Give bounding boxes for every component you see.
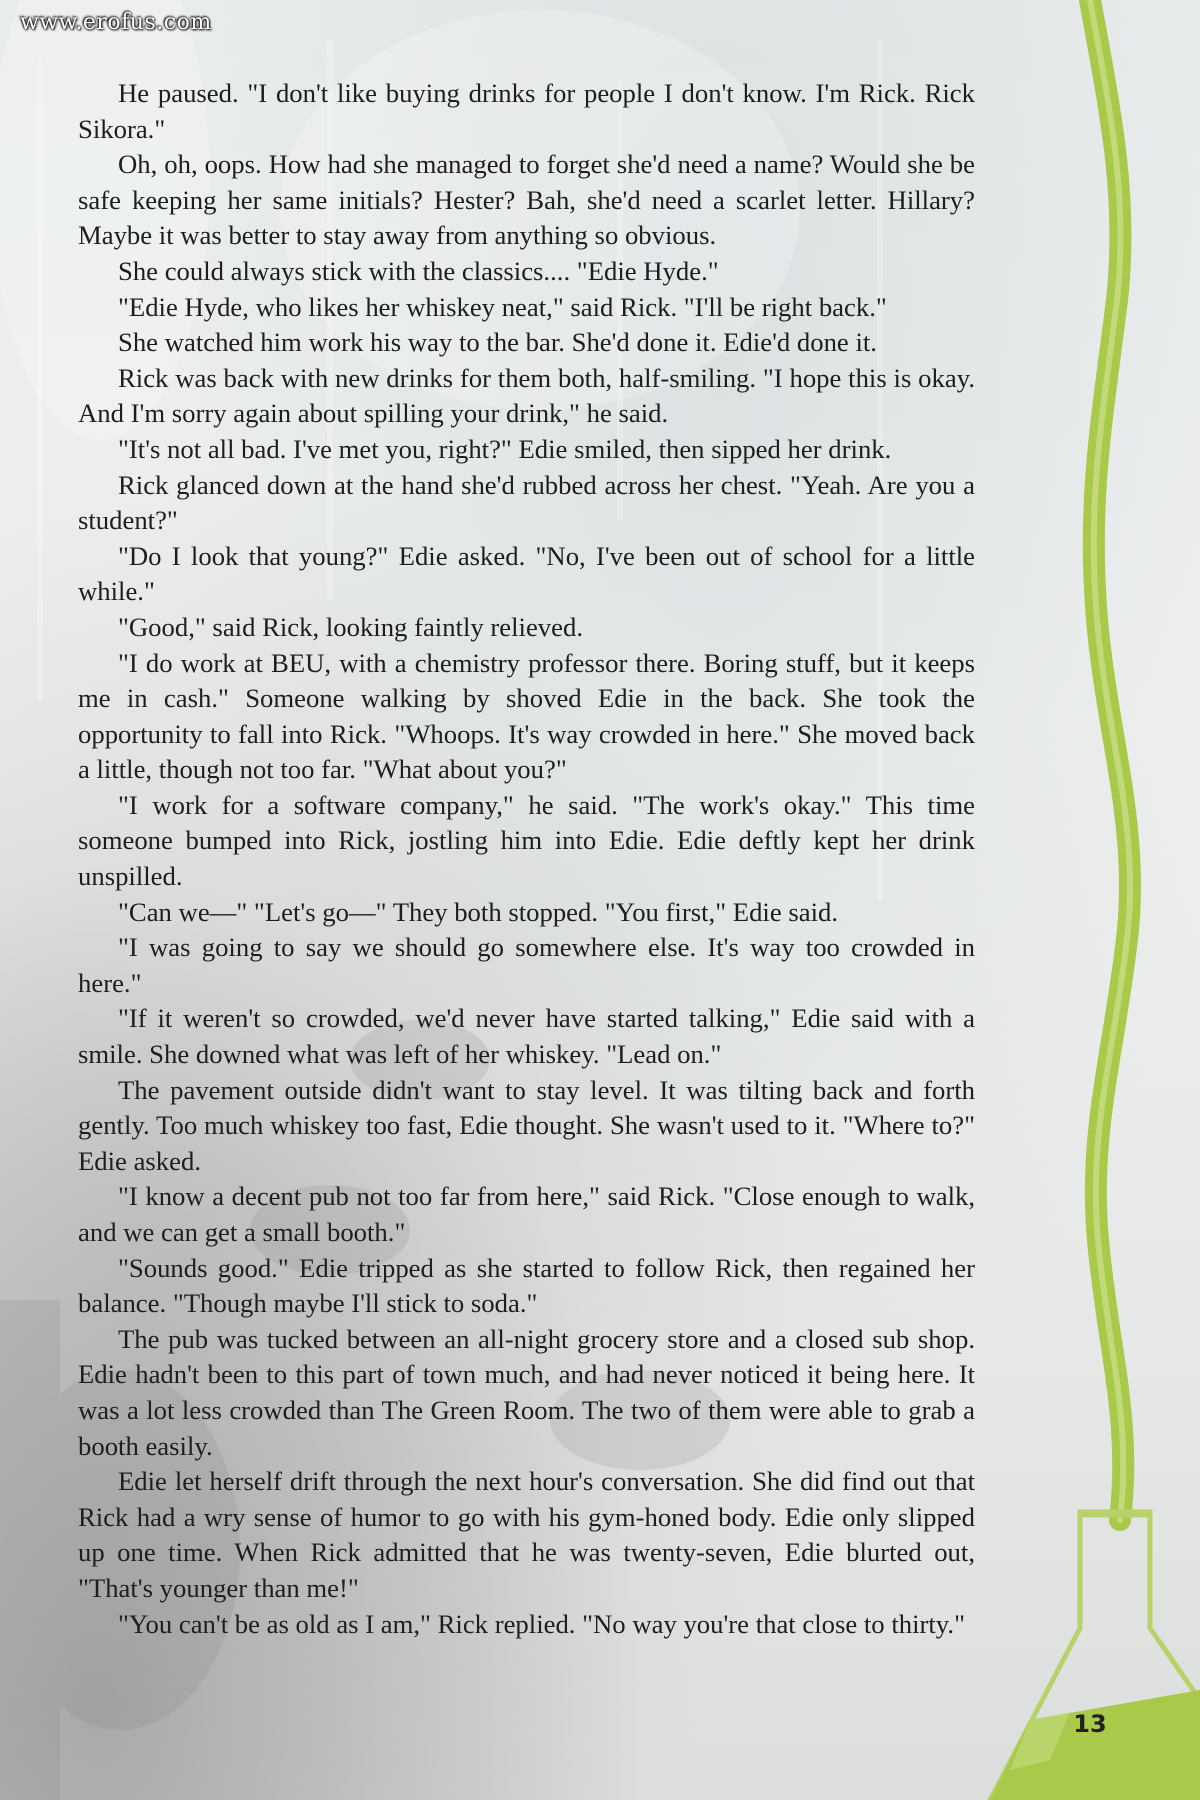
paragraph: "Can we—" "Let's go—" They both stopped. "You first," Edie said.: [118, 896, 839, 927]
paragraph: She watched him work his way to the bar. She'd done it. Edie'd done it.: [118, 327, 877, 358]
paragraph: "Edie Hyde, who likes her whiskey neat," said Rick. "I'll be right back.": [118, 291, 887, 322]
paragraph: "I do work at BEU, with a chemistry professor there. Boring stuff, but it keeps me in cash." Someone walking by shoved Edie in the back. She took the opportunity to fall into Rick. "Whoops. It's way crowded in here." She moved back a little, though not too far. "What about you?": [78, 647, 975, 785]
paragraph: "I was going to say we should go somewhere else. It's way too crowded in here.": [78, 932, 975, 998]
paragraph: "It's not all bad. I've met you, right?" Edie smiled, then sipped her drink.: [118, 433, 892, 464]
paragraph: The pub was tucked between an all-night grocery store and a closed sub shop. Edie hadn't been to this part of town much, and had never noticed it being here. It was a lot less crowded than The Green Room. The two of them were able to grab a booth easily.: [78, 1323, 975, 1461]
paragraph: The pavement outside didn't want to stay level. It was tilting back and forth gently. Too much whiskey too fast, Edie thought. She wasn't used to it. "Where to?" Edie asked.: [78, 1074, 975, 1176]
paragraph: "If it weren't so crowded, we'd never have started talking," Edie said with a smile. She downed what was left of her whiskey. "Lead on.": [78, 1003, 975, 1070]
paragraph: "I know a decent pub not too far from here," said Rick. "Close enough to walk, and we can get a small booth.": [78, 1181, 975, 1247]
paragraph: She could always stick with the classics.... "Edie Hyde.": [118, 255, 719, 286]
paragraph: "I work for a software company," he said. "The work's okay." This time someone bumped into Rick, jostling him into Edie. Edie deftly kept her drink unspilled.: [78, 789, 975, 892]
paragraph: "Sounds good." Edie tripped as she started to follow Rick, then regained her balance. "Though maybe I'll stick to soda.": [78, 1252, 975, 1319]
paragraph: Rick was back with new drinks for them both, half-smiling. "I hope this is okay. And I'm sorry again about spilling your drink," he said.: [78, 362, 975, 429]
site-watermark: www.erofus.com: [20, 10, 212, 35]
page-number: 13: [1073, 1710, 1107, 1738]
paragraph: Oh, oh, oops. How had she managed to forget she'd need a name? Would she be safe keeping her same initials? Hester? Bah, she'd need a scarlet letter. Hillary? Maybe it was better to stay away from anything so obvious.: [78, 149, 975, 251]
story-text: [78, 76, 975, 1642]
paragraph: He paused. "I don't like buying drinks for people I don't know. I'm Rick. Rick Sikora.": [78, 78, 975, 144]
paragraph: "You can't be as old as I am," Rick replied. "No way you're that close to thirty.": [118, 1608, 965, 1639]
paragraph: "Do I look that young?" Edie asked. "No, I've been out of school for a little while.": [78, 540, 975, 607]
paragraph: "Good," said Rick, looking faintly relieved.: [118, 611, 584, 642]
paragraph: Edie let herself drift through the next hour's conversation. She did find out that Rick had a wry sense of humor to go with his gym-honed body. Edie only slipped up one time. When Rick admitted that he was twenty-seven, Edie blurted out, "That's younger than me!": [78, 1466, 975, 1603]
paragraph: Rick glanced down at the hand she'd rubbed across her chest. "Yeah. Are you a student?": [78, 469, 975, 536]
